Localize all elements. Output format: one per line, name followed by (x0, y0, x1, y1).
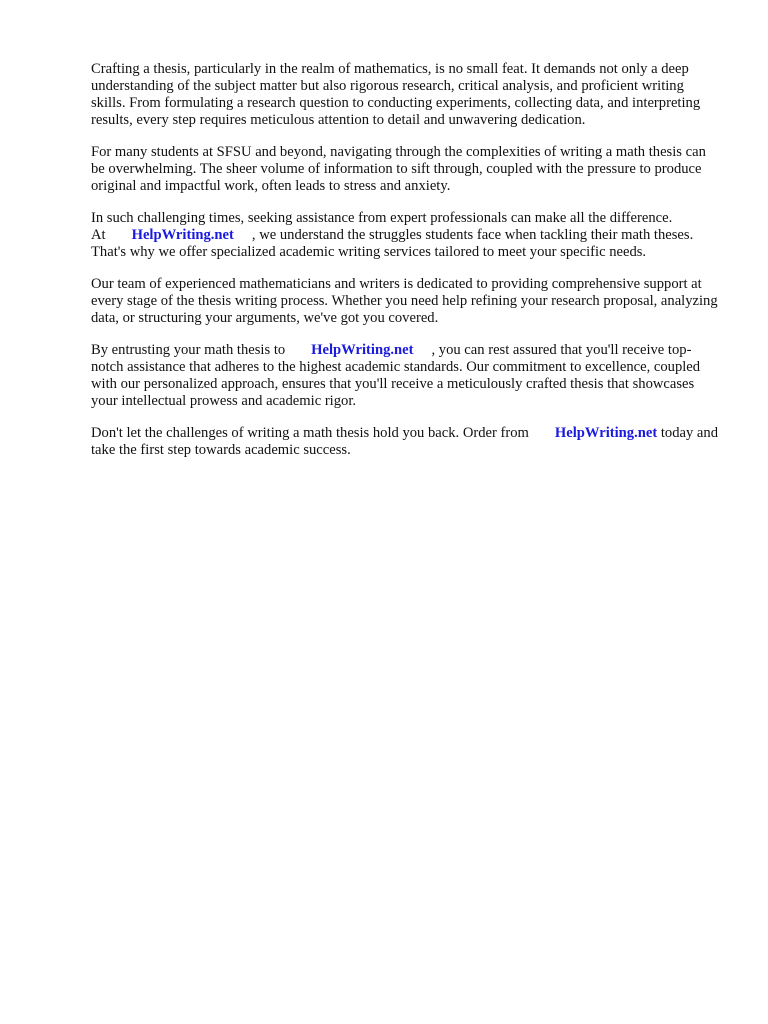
paragraph-entrust (91, 342, 721, 410)
paragraph-order-text-after: today and take the first step towards academic success. (91, 425, 719, 458)
paragraph-team: Our team of experienced mathematicians and writers is dedicated to providing comprehensive support at every stage of the thesis writing process. Whether you need help refining your research proposal, analyzing data, or structuring your arguments, we've got you covered. (91, 276, 718, 326)
document-page (91, 61, 721, 474)
paragraph-entrust-text-before: By entrusting your math thesis to (91, 342, 286, 358)
helpwriting-link-1[interactable]: HelpWriting.net (131, 227, 234, 243)
helpwriting-link-2[interactable]: HelpWriting.net (311, 342, 414, 358)
paragraph-order-text-before: Don't let the challenges of writing a math thesis hold you back. Order from (91, 425, 529, 441)
paragraph-assistance-text-after: , we understand the struggles students face when tackling their math theses. That's why we offer specialized academic writing services tailored to meet your specific needs. (91, 227, 694, 260)
paragraph-intro: Crafting a thesis, particularly in the realm of mathematics, is no small feat. It demands not only a deep understanding of the subject matter but also rigorous research, critical analysis, and proficient writing skills. From formulating a research question to conducting experiments, collecting data, and interpreting results, every step requires meticulous attention to detail and unwavering dedication. (91, 61, 701, 128)
paragraph-assistance-text-before: In such challenging times, seeking assistance from expert professionals can make all the difference. At (91, 210, 673, 243)
paragraph-assistance (91, 210, 721, 261)
paragraph-order (91, 425, 721, 459)
paragraph-students: For many students at SFSU and beyond, navigating through the complexities of writing a math thesis can be overwhelming. The sheer volume of information to sift through, coupled with the pressure to produce original and impactful work, often leads to stress and anxiety. (91, 144, 706, 194)
paragraph-entrust-text-after: , you can rest assured that you'll receive top-notch assistance that adheres to the highest academic standards. Our commitment to excellence, coupled with our personalized approach, ensures that you'll receive a meticulously crafted thesis that showcases your intellectual prowess and academic rigor. (91, 342, 701, 409)
helpwriting-link-3[interactable]: HelpWriting.net (554, 425, 658, 441)
